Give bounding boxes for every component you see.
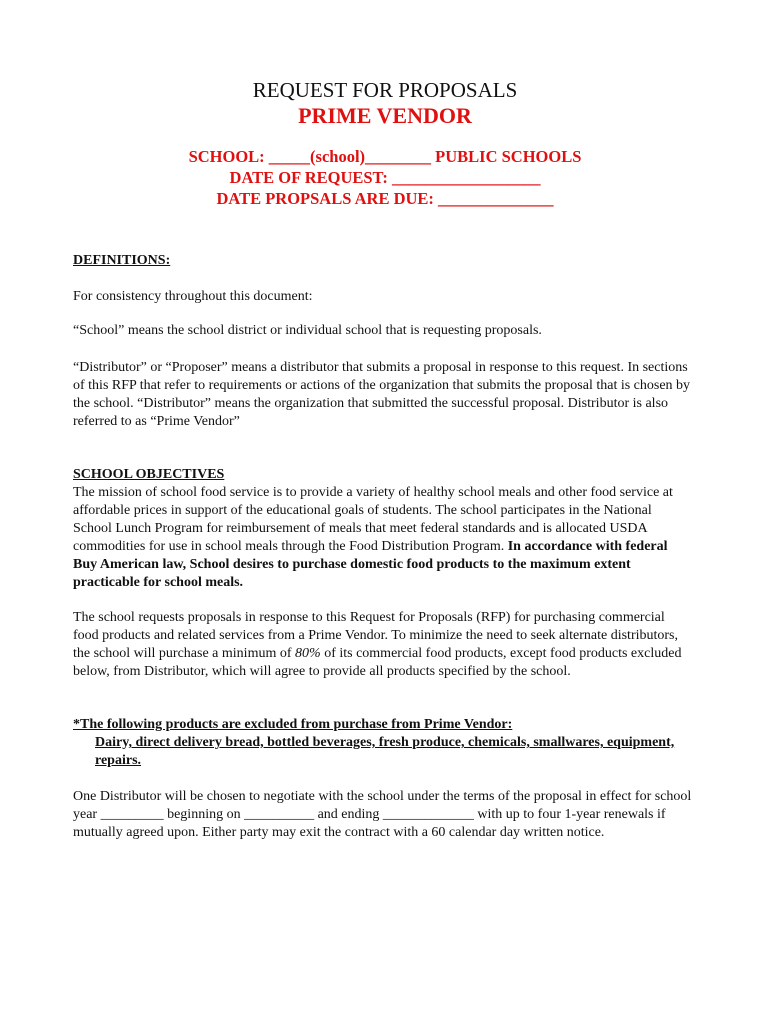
objectives-heading: SCHOOL OBJECTIVES [73, 467, 225, 482]
request-paragraph-text-b: of its commercial food products, except food products excluded below, from Distributor, which will agree to provide all products specified by the school. [73, 646, 682, 679]
definitions-heading [73, 252, 693, 270]
excluded-list: Dairy, direct delivery bread, bottled beverages, fresh produce, chemicals, smallwares, equipment, repairs. [95, 735, 675, 768]
document-subtitle: PRIME VENDOR [298, 103, 472, 128]
excluded-products-section [73, 716, 693, 770]
school-definition: “School” means the school district or individual school that is requesting proposals. [73, 323, 542, 338]
contract-term-paragraph: One Distributor will be chosen to negotiate with the school under the terms of the proposal in effect for school year _________ beginning on __________ and ending _____________ with up to four 1-year renewals if mutually agreed upon. Either party may exit the contract with a 60 calendar day written notice. [73, 789, 692, 840]
minimum-percentage: 80% [295, 646, 321, 661]
date-proposals-due-line: DATE PROPSALS ARE DUE: ______________ [216, 189, 554, 208]
definitions-intro: For consistency throughout this document: [73, 289, 313, 304]
buy-american-statement: In accordance with federal Buy American law, School desires to purchase domestic food products to the maximum extent practicable for school meals. [73, 539, 668, 590]
request-paragraph-text-a: The school requests proposals in response to this Request for Proposals (RFP) for purchasing commercial food products and related services from a Prime Vendor. To minimize the need to seek alternate distributors, the school will purchase a minimum of [73, 610, 679, 661]
date-of-request-line: DATE OF REQUEST: __________________ [229, 168, 541, 187]
definitions-heading-text: DEFINITIONS: [73, 253, 171, 268]
objectives-section [73, 466, 693, 592]
request-paragraph [73, 609, 693, 681]
objectives-paragraph-text: The mission of school food service is to provide a variety of healthy school meals and other food service at affordable prices in support of the educational goals of students. The school participates in the National School Lunch Program for reimbursement of meals that meet federal standards and is allocated USDA commodities for use in school meals through the Food Distribution Program. [73, 485, 673, 554]
school-line: SCHOOL: _____(school)________ PUBLIC SCHOOLS [188, 147, 582, 166]
excluded-heading: *The following products are excluded from purchase from Prime Vendor: [73, 717, 513, 732]
objectives-paragraph [73, 484, 693, 592]
distributor-definition: “Distributor” or “Proposer” means a distributor that submits a proposal in response to this request. In sections of this RFP that refer to requirements or actions of the organization that submits the proposal that is chosen by the school. “Distributor” means the organization that submitted the successful proposal. Distributor is also referred to as “Prime Vendor” [73, 360, 691, 429]
document-title: REQUEST FOR PROPOSALS [252, 78, 518, 102]
